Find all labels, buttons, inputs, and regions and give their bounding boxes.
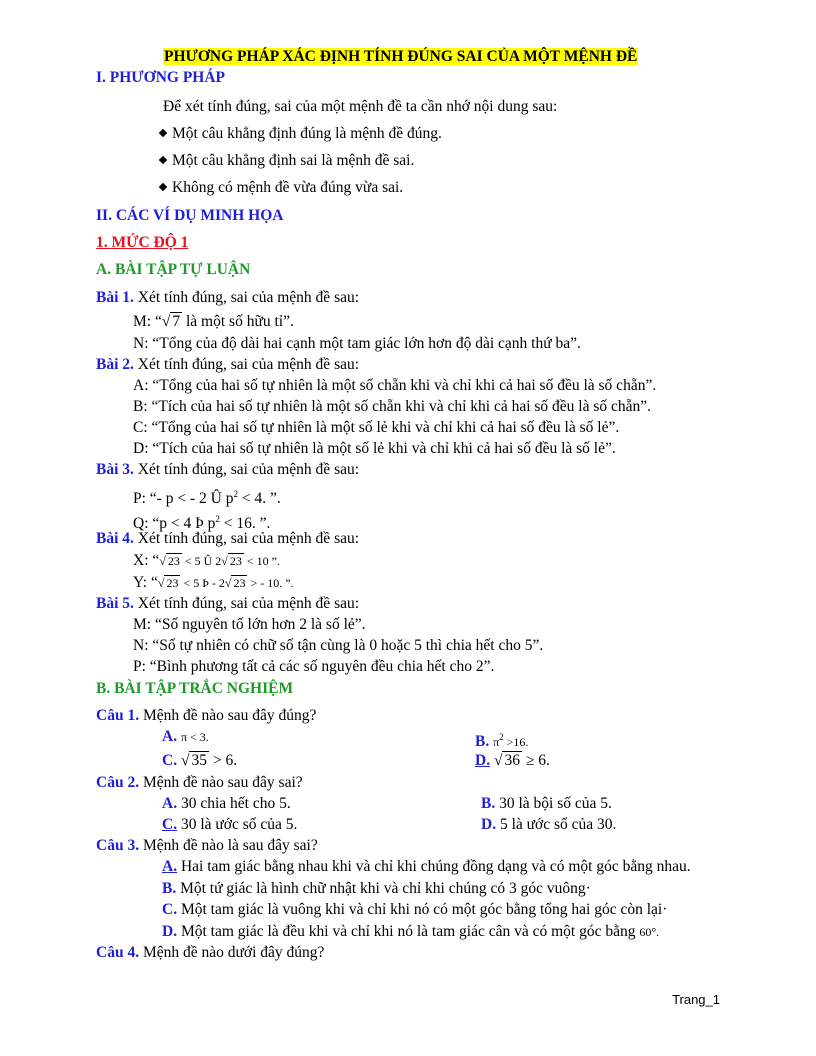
statement-text: Q: “p < 4 Þ p: [133, 515, 216, 533]
sqrt-expression: √ 23: [157, 576, 179, 590]
level-heading: 1. MỨC ĐỘ 1: [96, 234, 189, 251]
statement-text: Y: “: [133, 574, 158, 591]
option-text: ≥ 6.: [521, 752, 550, 769]
question-3: [96, 836, 318, 856]
exercise-stem: Xét tính đúng, sai của mệnh đề sau:: [137, 530, 360, 547]
page-title-text: PHƯƠNG PHÁP XÁC ĐỊNH TÍNH ĐÚNG SAI CỦA MỘT MỆNH ĐỀ: [164, 48, 638, 65]
section-1-intro: Để xét tính đúng, sai của một mệnh đề ta cần nhớ nội dung sau:: [163, 98, 558, 115]
exercise-stem: Xét tính đúng, sai của mệnh đề sau:: [137, 289, 360, 306]
section-1-heading: I. PHƯƠNG PHÁP: [96, 69, 226, 86]
option-label: C.: [162, 752, 178, 769]
question-1: [96, 706, 316, 726]
statement-x: [133, 551, 280, 571]
statement-text: < 10 ”.: [243, 554, 280, 568]
statement-text: P: “- p < - 2 Û p: [133, 490, 234, 508]
part-a-heading: A. BÀI TẬP TỰ LUẬN: [96, 261, 251, 278]
exercise-1: [96, 288, 359, 308]
statement-text: < 4. ”.: [237, 490, 281, 508]
option-text: 5 là ước số của 30.: [499, 816, 617, 833]
part-b-heading: B. BÀI TẬP TRẮC NGHIỆM: [96, 680, 294, 697]
option-a: [162, 794, 291, 814]
statement-text: < 5 Þ - 2: [180, 576, 225, 590]
sqrt-expression: √ 23: [224, 576, 246, 590]
question-label: Câu 3.: [96, 837, 140, 854]
statement-text: M: “: [133, 313, 162, 330]
exercise-label: Bài 3.: [96, 461, 134, 478]
question-stem: Mệnh đề nào là sau đây sai?: [142, 837, 318, 854]
radicand: 23: [167, 554, 180, 568]
option-label: C.: [162, 816, 178, 833]
question-label: Câu 2.: [96, 774, 140, 791]
option-d: [481, 815, 616, 835]
option-label: A.: [162, 795, 178, 812]
exercise-stem: Xét tính đúng, sai của mệnh đề sau:: [137, 595, 360, 612]
exercise-4: [96, 529, 359, 549]
option-d: [475, 751, 550, 771]
page-title: [163, 47, 638, 67]
bullet-text: Một câu khẳng định sai là mệnh đề sai.: [172, 152, 415, 169]
option-text: >16.: [503, 735, 529, 750]
option-text: Một tứ giác là hình chữ nhật khi và chỉ khi chúng có 3 góc vuông·: [180, 880, 591, 897]
option-text: 30 là ước số của 5.: [180, 816, 298, 833]
statement-y: [133, 573, 294, 593]
exponent: 2: [233, 489, 238, 499]
exercise-3: [96, 460, 359, 480]
question-label: Câu 4.: [96, 944, 140, 961]
option-b: [481, 794, 612, 814]
statement-p: [133, 484, 281, 509]
question-stem: Mệnh đề nào dưới đây đúng?: [142, 944, 325, 961]
statement-d: D: “Tích của hai số tự nhiên là một số lẻ khi và chỉ khi cả hai số đều là số lẻ”.: [133, 440, 616, 457]
question-stem: Mệnh đề nào sau đây sai?: [142, 774, 303, 791]
diamond-bullet-icon: [159, 156, 167, 164]
radicand: 7: [172, 313, 181, 330]
option-b: [475, 727, 528, 752]
statement-text: < 16. ”.: [219, 515, 271, 533]
statement-n: N: “Tổng của độ dài hai cạnh một tam giác lớn hơn độ dài cạnh thứ ba”.: [133, 335, 581, 352]
option-text: π: [493, 735, 500, 750]
statement-b: B: “Tích của hai số tự nhiên là một số chẵn khi và chỉ khi cả hai số đều là số chẵn”.: [133, 398, 652, 415]
option-label: A.: [162, 858, 178, 875]
option-a: [162, 857, 691, 877]
option-text: 30 là bội số của 5.: [499, 795, 612, 812]
option-label: B.: [481, 795, 496, 812]
question-stem: Mệnh đề nào sau đây đúng?: [142, 707, 317, 724]
bullet-item: [158, 151, 414, 171]
question-2: [96, 773, 303, 793]
option-text: Một tam giác là vuông khi và chỉ khi nó có một góc bằng tổng hai góc còn lại·: [180, 901, 668, 918]
diamond-bullet-icon: [159, 129, 167, 137]
option-text: 30 chia hết cho 5.: [180, 795, 291, 812]
statement-text: < 5 Û 2: [181, 554, 222, 568]
option-text: 60°.: [639, 925, 660, 939]
exercise-label: Bài 5.: [96, 595, 134, 612]
sqrt-expression: √ 35: [180, 752, 207, 769]
option-text: > 6.: [208, 752, 238, 769]
exponent: 2: [215, 514, 220, 524]
exercise-label: Bài 1.: [96, 289, 134, 306]
statement-a: A: “Tổng của hai số tự nhiên là một số chẵn khi và chỉ khi cả hai số đều là số chẵn”.: [133, 377, 657, 394]
page-number: Trang_1: [672, 992, 720, 1007]
bullet-item: [158, 124, 442, 144]
option-c: [162, 815, 297, 835]
exercise-label: Bài 2.: [96, 356, 134, 373]
question-4: [96, 943, 324, 963]
exercise-stem: Xét tính đúng, sai của mệnh đề sau:: [137, 461, 360, 478]
option-c: [162, 751, 237, 771]
statement-text: > - 10. ”.: [247, 576, 294, 590]
option-text: Hai tam giác bằng nhau khi và chỉ khi chúng đồng dạng và có một góc bằng nhau.: [180, 858, 691, 875]
option-label: D.: [475, 752, 491, 769]
option-b: [162, 879, 591, 899]
sqrt-expression: √ 23: [159, 554, 180, 568]
option-label: C.: [162, 901, 178, 918]
statement-m: M: “Số nguyên tố lớn hơn 2 là số lẻ”.: [133, 616, 366, 633]
radicand: 23: [166, 576, 179, 590]
statement-n: N: “Số tự nhiên có chữ số tận cùng là 0 hoặc 5 thì chia hết cho 5”.: [133, 637, 544, 654]
sqrt-expression: √ 36: [493, 752, 520, 769]
option-label: B.: [162, 880, 177, 897]
question-label: Câu 1.: [96, 707, 140, 724]
radicand: 23: [229, 554, 242, 568]
statement-c: C: “Tổng của hai số tự nhiên là một số lẻ khi và chỉ khi cả hai số đều là số lẻ”.: [133, 419, 620, 436]
option-label: D.: [162, 923, 178, 940]
sqrt-expression: √ 7: [161, 313, 181, 330]
exercise-label: Bài 4.: [96, 530, 134, 547]
option-label: A.: [162, 728, 178, 745]
bullet-text: Một câu khẳng định đúng là mệnh đề đúng.: [172, 125, 442, 142]
option-a: [162, 727, 209, 747]
bullet-item: [158, 178, 403, 198]
option-text: π < 3.: [180, 730, 209, 744]
statement-m: [133, 312, 294, 332]
exponent: 2: [499, 732, 504, 742]
diamond-bullet-icon: [159, 183, 167, 191]
radicand: 35: [191, 752, 207, 769]
option-d: [162, 922, 659, 942]
sqrt-expression: √ 23: [221, 554, 242, 568]
option-label: D.: [481, 816, 497, 833]
statement-text: là một số hữu tỉ”.: [182, 313, 294, 330]
exercise-stem: Xét tính đúng, sai của mệnh đề sau:: [137, 356, 360, 373]
statement-text: X: “: [133, 552, 160, 569]
option-c: [162, 900, 667, 920]
section-2-heading: II. CÁC VÍ DỤ MINH HỌA: [96, 207, 284, 224]
radicand: 36: [504, 752, 520, 769]
option-text: Một tam giác là đều khi và chỉ khi nó là tam giác cân và có một góc bằng: [180, 923, 640, 940]
exercise-5: [96, 594, 359, 614]
bullet-text: Không có mệnh đề vừa đúng vừa sai.: [172, 179, 404, 196]
exercise-2: [96, 355, 359, 375]
radicand: 23: [233, 576, 246, 590]
statement-p: P: “Bình phương tất cả các số nguyên đều chia hết cho 2”.: [133, 658, 495, 675]
option-label: B.: [475, 733, 490, 751]
